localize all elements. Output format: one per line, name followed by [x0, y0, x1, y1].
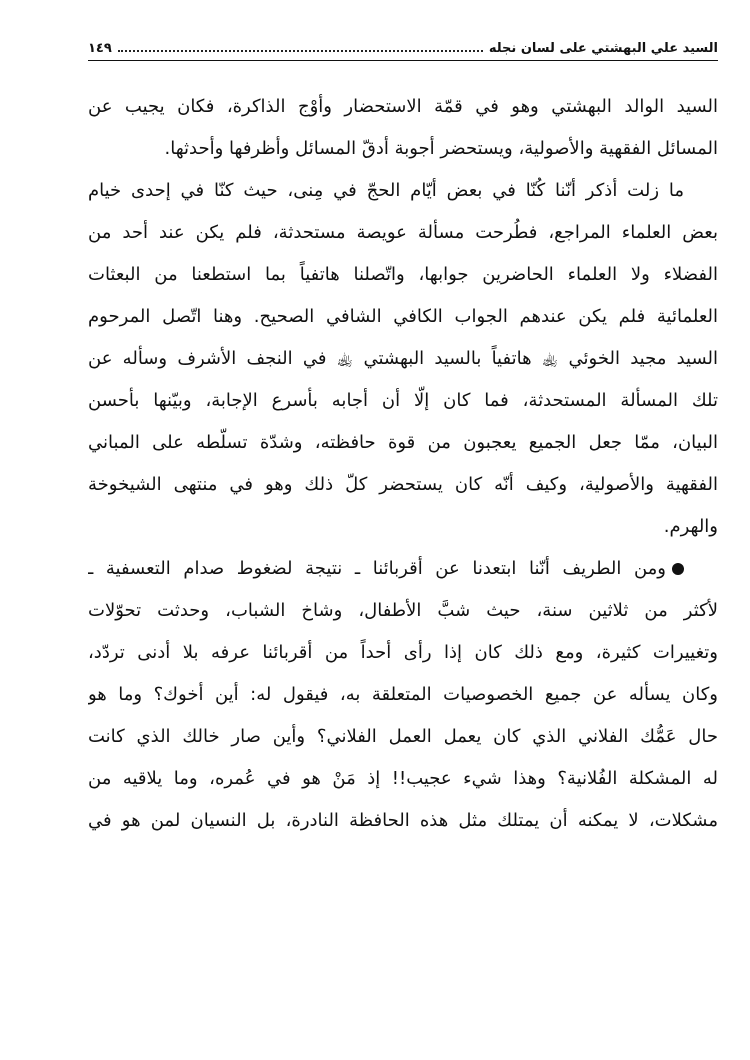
text-line: العلمائية فلم يكن عندهم الجواب الكافي الشافي الصحيح. وهنا اتّصل المرحوم: [88, 306, 718, 327]
running-header: [88, 34, 718, 56]
bullet-icon: [672, 563, 684, 575]
page-number: ١٤٩: [88, 41, 112, 56]
text-line: والهرم.: [663, 516, 718, 537]
text-line: وكان يسأله عن جميع الخصوصيات المتعلقة به، فيقول له: أين أخوك؟ وما هو: [88, 684, 718, 705]
text-line: تلك المسألة المستحدثة، فما كان إلّا أن أجابه بأسرع الإجابة، وبيّنها بأحسن: [88, 390, 718, 411]
bullet-paragraph-line: [88, 548, 718, 590]
text-line: السيد مجيد الخوئي ﵀ هاتفياً بالسيد البهشتي ﵀ في النجف الأشرف وسأله عن: [88, 348, 718, 369]
text-line: الفضلاء ولا العلماء الحاضرين جوابها، واتّصلنا هاتفياً بما استطعنا من البعثات: [88, 264, 718, 285]
text-line: ومن الطريف أنّنا ابتعدنا عن أقربائنا ـ نتيجة لضغوط صدام التعسفية ـ: [88, 558, 666, 579]
text-line: البيان، ممّا جعل الجميع يعجبون من قوة حافظته، وشدّة تسلّطه على المباني: [88, 432, 718, 453]
header-dot-leader: [118, 50, 483, 52]
text-line: بعض العلماء المراجع، فطُرحت مسألة عويصة مستحدثة، فلم يكن عند أحد من: [88, 222, 718, 243]
text-line: لأكثر من ثلاثين سنة، حيث شبَّ الأطفال، وشاخ الشباب، وحدثت تحوّلات: [88, 600, 718, 621]
page-body: [88, 86, 718, 842]
text-line: ما زلت أذكر أنّنا كُنّا في بعض أيّام الحجّ في مِنى، حيث كنّا في إحدى خيام: [88, 180, 684, 201]
header-rule: [88, 60, 718, 61]
text-line: مشكلات، لا يمكنه أن يمتلك مثل هذه الحافظة النادرة، بل النسيان لمن هو في: [88, 810, 718, 831]
running-header-title: السيد علي البهشتي على لسان نجله: [488, 41, 718, 56]
text-line: الفقهية والأصولية، وكيف أنّه كان يستحضر كلّ ذلك وهو في منتهى الشيخوخة: [88, 474, 718, 495]
text-line: له المشكلة الفُلانية؟ وهذا شيء عجيب!! إذ مَنْ هو في عُمره، وما يلاقيه من: [88, 768, 718, 789]
text-line: وتغييرات كثيرة، ومع ذلك كان إذا رأى أحداً من أقربائنا عرفه بلا أدنى تردّد،: [88, 642, 718, 663]
text-line: المسائل الفقهية والأصولية، ويستحضر أجوبة أدقّ المسائل وأظرفها وأحدثها.: [164, 138, 718, 159]
text-line: حال عَمُّك الفلاني الذي كان يعمل العمل الفلاني؟ وأين صار خالك الذي كانت: [88, 726, 718, 747]
text-line: السيد الوالد البهشتي وهو في قمّة الاستحضار وأوْج الذاكرة، فكان يجيب عن: [88, 96, 718, 117]
